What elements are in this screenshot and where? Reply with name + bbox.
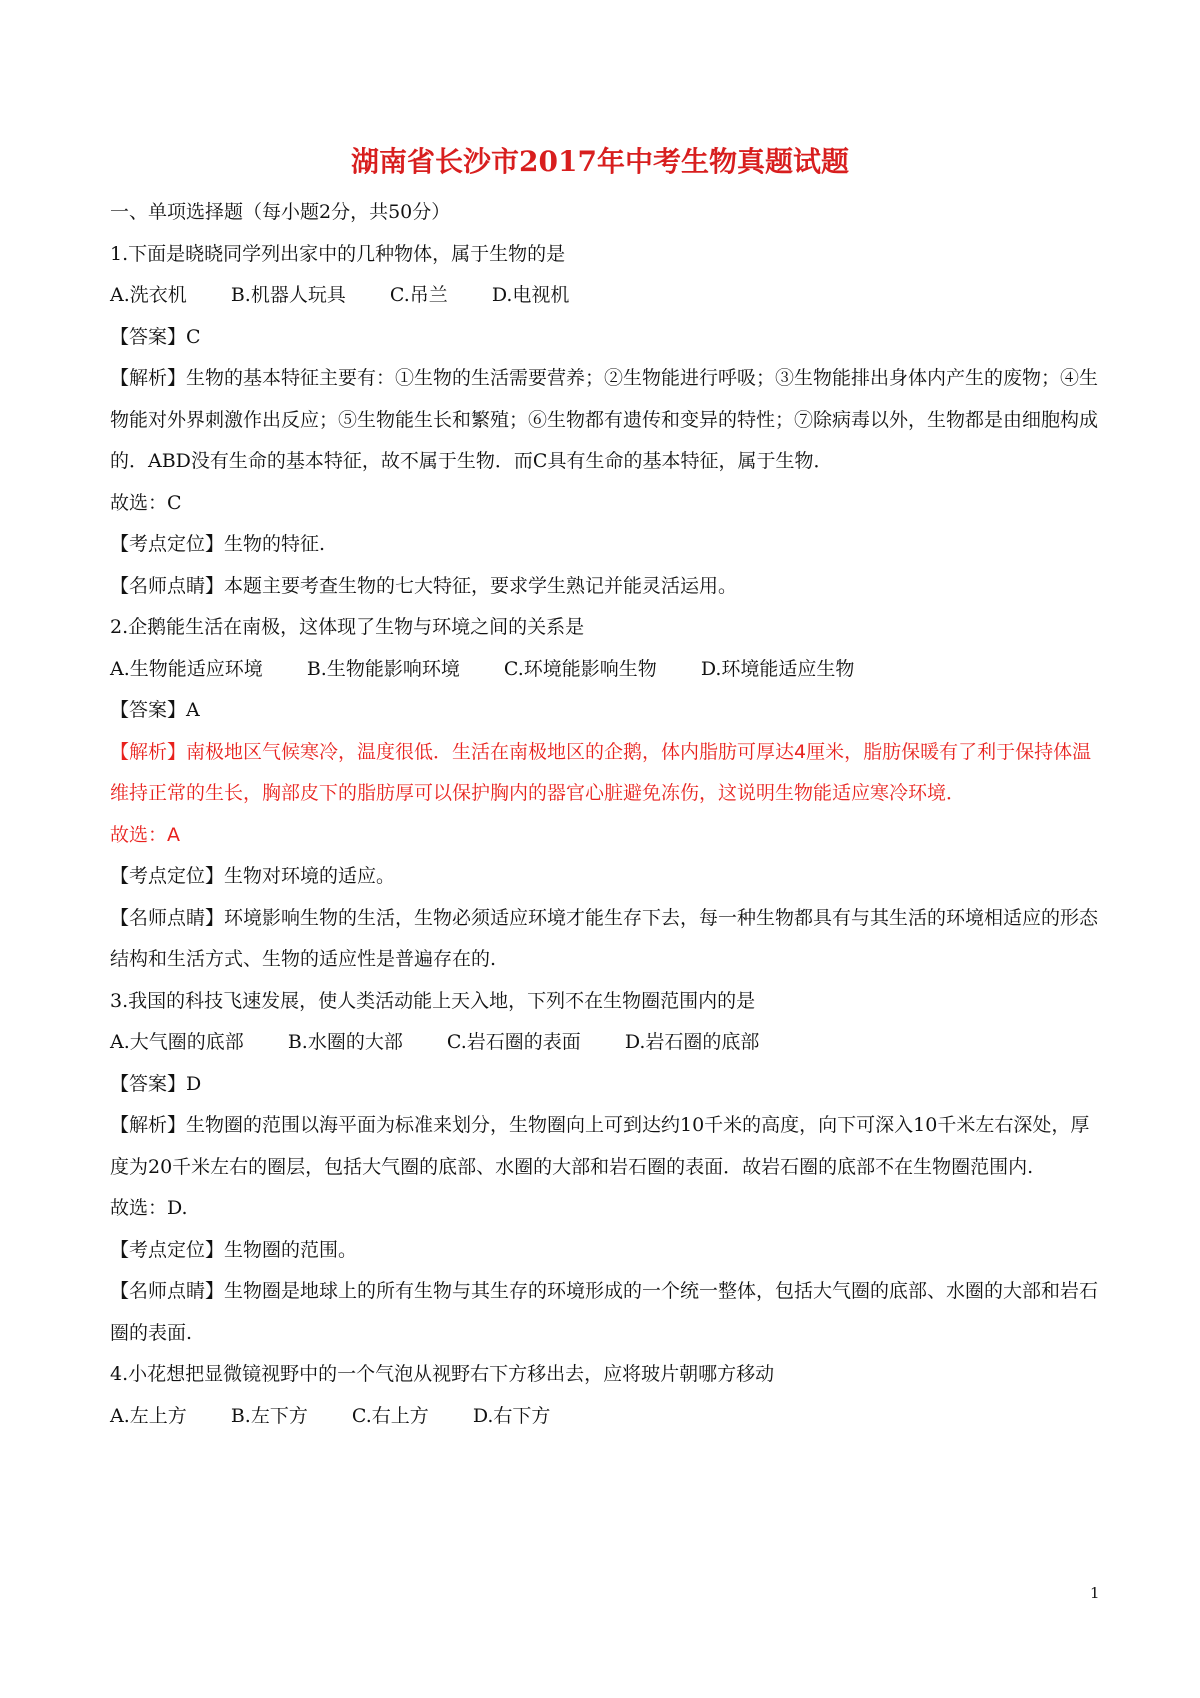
question-options [110,1022,1100,1064]
choice: 故选：D. [110,1197,188,1219]
question-2 [110,607,1100,981]
exam-point: 【考点定位】生物对环境的适应。 [110,865,396,887]
option-a: A.左上方 [110,1404,187,1427]
teacher-tip: 【名师点睛】环境影响生物的生活，生物必须适应环境才能生存下去，每一种生物都具有与其生活的环境相适应的形态结构和生活方式、生物的适应性是普遍存在的. [110,906,1099,970]
analysis: 【解析】生物的基本特征主要有：①生物的生活需要营养；②生物能进行呼吸；③生物能排出身体内产生的废物；④生物能对外界刺激作出反应；⑤生物能生长和繁殖；⑥生物都有遗传和变异的特性；⑦除病毒以外，生物都是由细胞构成的．ABD没有生命的基本特征，故不属于生物．而C具有生命的基本特征，属于生物． [110,367,1099,472]
answer: 【答案】C [110,325,201,348]
analysis: 【解析】南极地区气候寒冷，温度很低．生活在南极地区的企鹅，体内脂肪可厚达4厘米，脂肪保暖有了利于保持体温维持正常的生长，胸部皮下的脂肪厚可以保护胸内的器官心脏避免冻伤，这说明生物能适应寒冷环境． [110,740,1092,804]
document-body [110,192,1100,1437]
exam-point: 【考点定位】生物圈的范围。 [110,1238,358,1261]
option-b: B.水圈的大部 [287,1031,403,1053]
question-1 [110,234,1100,608]
option-b: B.生物能影响环境 [306,657,460,680]
option-d: D.右下方 [472,1404,551,1427]
option-a: A.生物能适应环境 [110,657,263,680]
exam-point: 【考点定位】生物的特征. [110,533,326,555]
option-b: B.左下方 [230,1404,308,1427]
option-b: B.机器人玩具 [230,284,346,306]
question-options [110,1396,1100,1438]
option-a: A.大气圈的底部 [110,1031,244,1053]
question-stem: 4.小花想把显微镜视野中的一个气泡从视野右下方移出去，应将玻片朝哪方移动 [110,1363,775,1385]
page-number: 1 [1090,1584,1100,1602]
page-title: 湖南省长沙市2017年中考生物真题试题 [351,145,849,178]
question-options [110,275,1100,317]
section-heading: 一、单项选择题（每小题2分，共50分） [110,201,451,223]
answer: 【答案】D [110,1072,202,1095]
option-c: C.吊兰 [389,284,448,306]
question-4 [110,1354,1100,1437]
option-c: C.岩石圈的表面 [446,1031,581,1053]
answer: 【答案】A [110,699,200,721]
option-d: D.电视机 [491,284,570,306]
option-c: C.环境能影响生物 [503,657,657,680]
choice: 故选：A [110,823,180,846]
question-options [110,649,1100,691]
analysis: 【解析】生物圈的范围以海平面为标准来划分，生物圈向上可到达约10千米的高度，向下可深入10千米左右深处，厚度为20千米左右的圈层，包括大气圈的底部、水圈的大部和岩石圈的表面．故岩石圈的底部不在生物圈范围内. [110,1114,1090,1178]
question-3 [110,981,1100,1355]
question-stem: 3.我国的科技飞速发展，使人类活动能上天入地，下列不在生物圈范围内的是 [110,989,756,1012]
question-stem: 1.下面是晓晓同学列出家中的几种物体，属于生物的是 [110,242,566,265]
option-c: C.右上方 [351,1404,429,1427]
question-stem: 2.企鹅能生活在南极，这体现了生物与环境之间的关系是 [110,616,585,638]
teacher-tip: 【名师点睛】本题主要考查生物的七大特征，要求学生熟记并能灵活运用。 [110,574,738,597]
teacher-tip: 【名师点睛】生物圈是地球上的所有生物与其生存的环境形成的一个统一整体，包括大气圈的底部、水圈的大部和岩石圈的表面. [110,1280,1099,1344]
choice: 故选：C [110,491,182,514]
option-d: D.环境能适应生物 [700,657,855,680]
option-a: A.洗衣机 [110,284,187,306]
option-d: D.岩石圈的底部 [624,1031,760,1053]
